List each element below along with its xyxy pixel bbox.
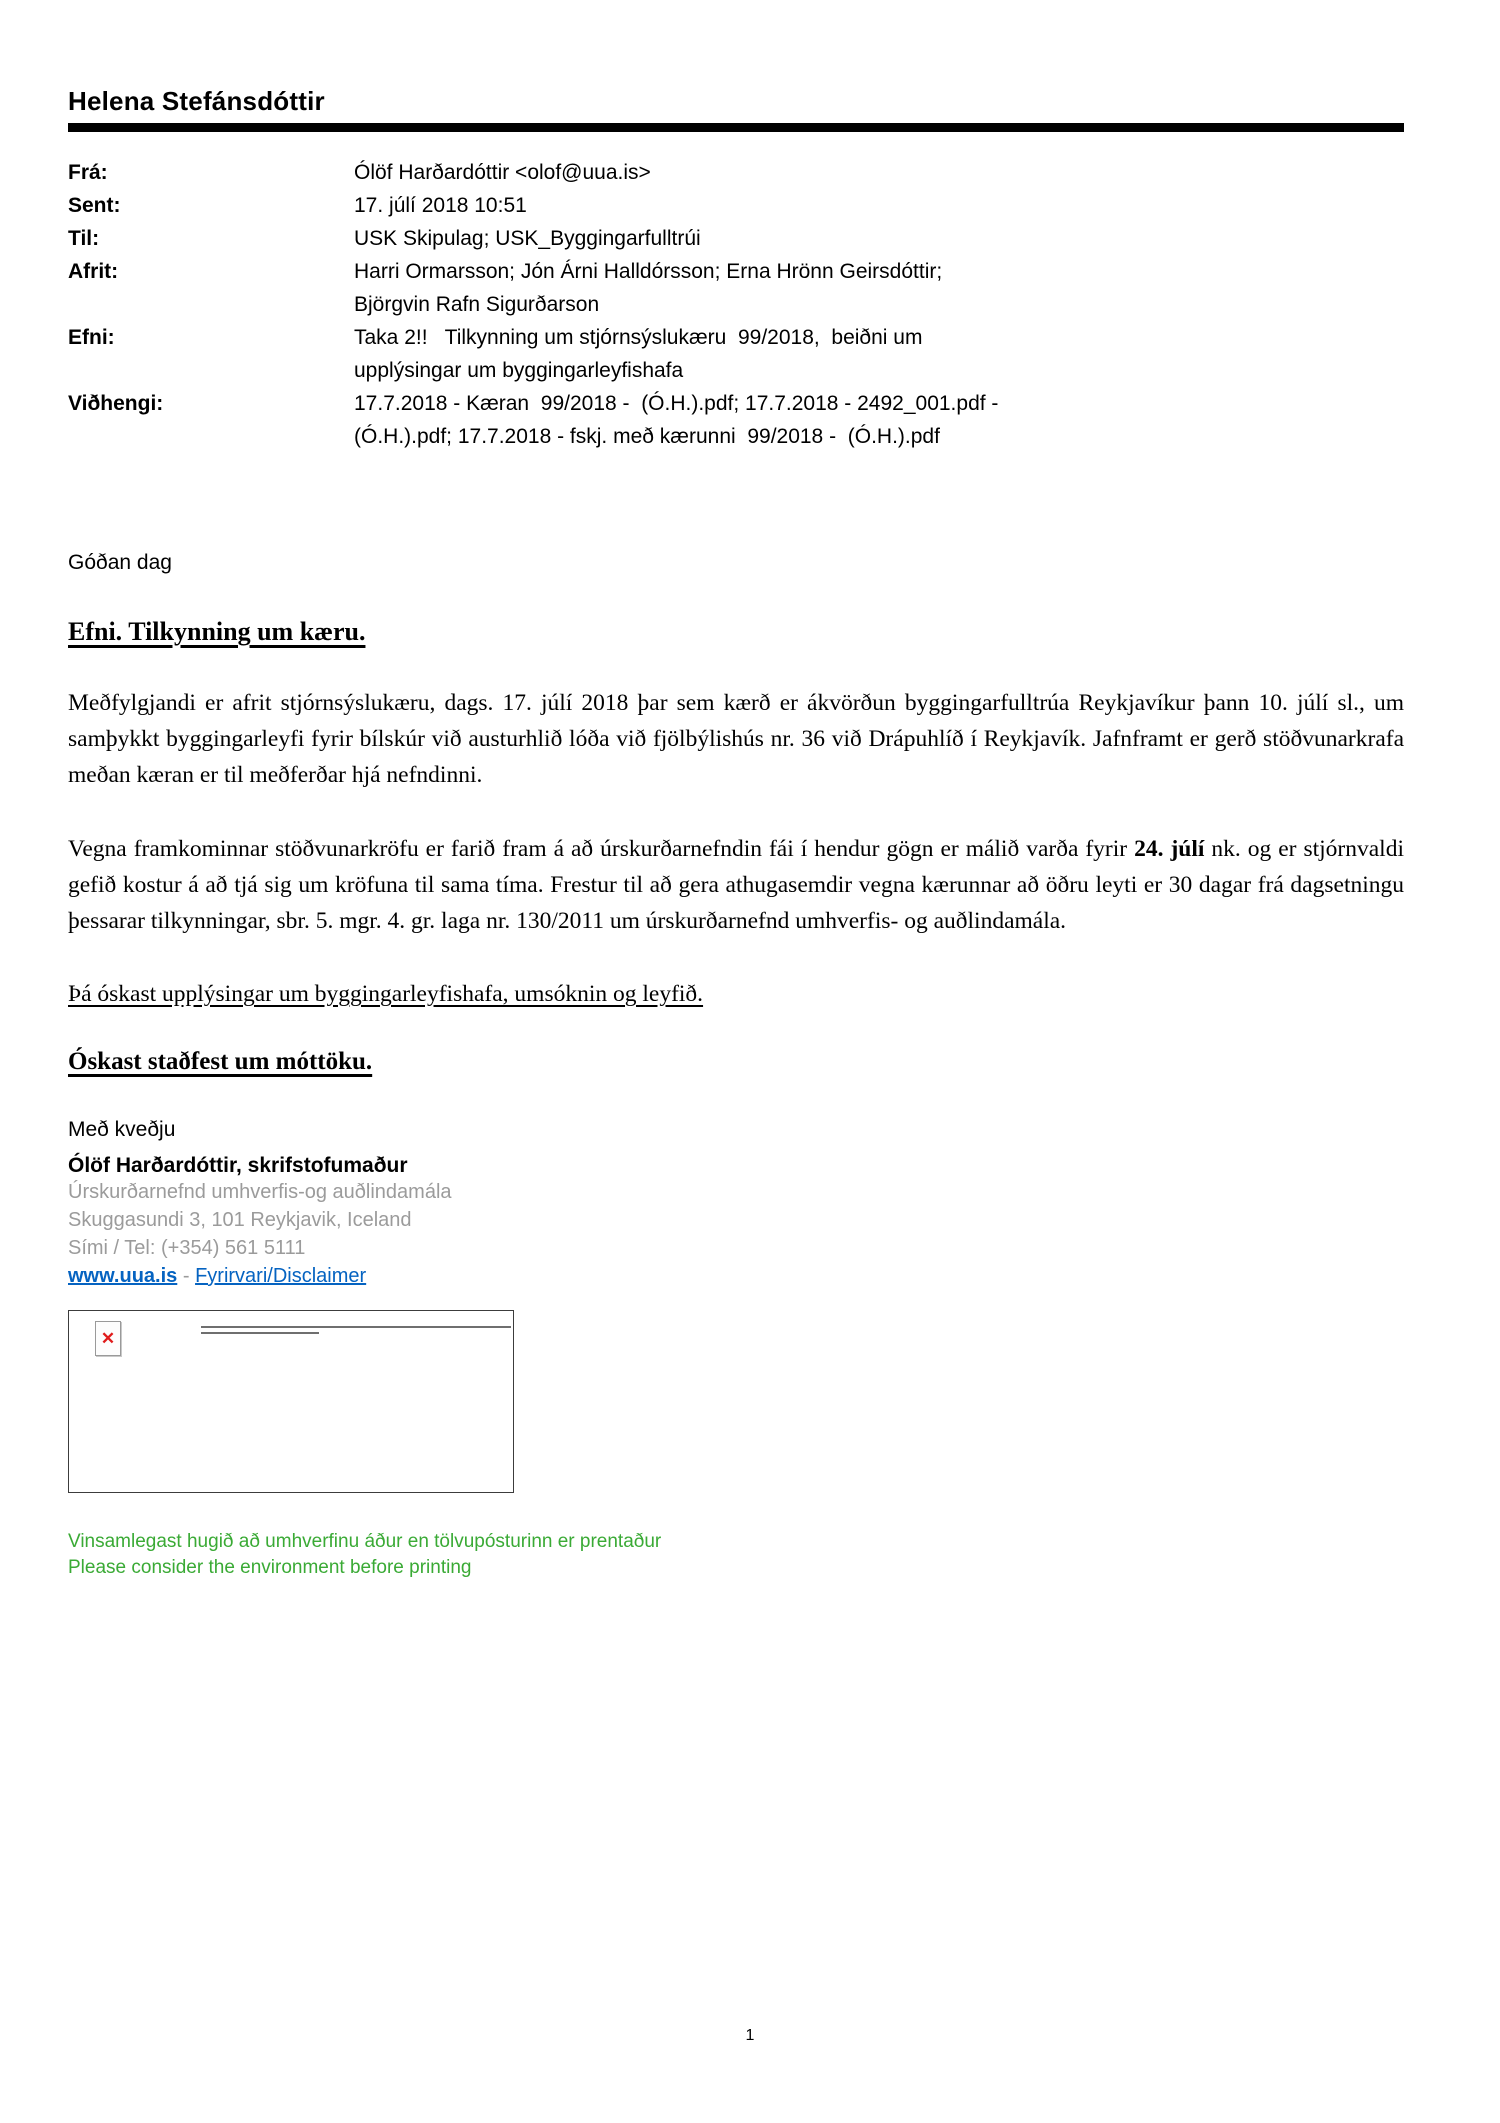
signature-links-row [68,1262,1404,1290]
website-link[interactable]: www.uua.is [68,1265,178,1287]
illegible-fine-print-line [201,1326,511,1328]
environment-note-icelandic: Vinsamlegast hugið að umhverfinu áður en tölvupósturinn er prentaður [68,1531,662,1552]
signature-address: Skuggasundi 3, 101 Reykjavik, Iceland [68,1209,412,1231]
signature-organization: Úrskurðarnefnd umhverfis-og auðlindamála [68,1181,452,1203]
embedded-image-frame [68,1310,514,1493]
header-divider-rule [68,123,1404,132]
to-label: Til: [68,227,100,250]
field-row-from [68,156,1404,189]
field-row-sent [68,189,1404,222]
paragraph-2-deadline-bold: 24. júlí [1134,836,1205,862]
subject-value: Taka 2!! Tilkynning um stjórnsýslukæru 99/2018, beiðni um upplýsingar um byggingarleyfishafa [354,326,929,382]
environment-note [68,1529,1404,1581]
body-paragraph-2 [68,831,1404,939]
sent-label: Sent: [68,194,121,217]
from-value: Ólöf Harðardóttir <olof@uua.is> [354,161,651,184]
disclaimer-link[interactable]: Fyrirvari/Disclaimer [195,1265,367,1287]
attachments-label: Viðhengi: [68,392,164,415]
information-request-line: Þá óskast upplýsingar um byggingarleyfishafa, umsóknin og leyfið. [68,981,704,1007]
subject-label: Efni: [68,326,115,349]
environment-note-english: Please consider the environment before printing [68,1557,472,1578]
broken-image-placeholder-text [201,1326,511,1338]
paragraph-2-pre: Vegna framkominnar stöðvunarkröfu er farið fram á að úrskurðarnefndin fái í hendur gögn er málið varða fyrir [68,836,1135,862]
attachments-value: 17.7.2018 - Kæran 99/2018 - (Ó.H.).pdf; 17.7.2018 - 2492_001.pdf - (Ó.H.).pdf; 17.7.2018 - fskj. með kærunni 99/2018 - (Ó.H.).pdf [354,392,1011,448]
cc-value: Harri Ormarsson; Jón Árni Halldórsson; Erna Hrönn Geirsdóttir; Björgvin Rafn Sigurðarson [354,260,949,316]
signature-name-title: Ólöf Harðardóttir, skrifstofumaður [68,1154,408,1177]
paragraph-2-post: nk. og er stjórnvaldi gefið kostur á að tjá sig um kröfuna til sama tíma. Frestur til að gera athugasemdir vegna kærunnar að öðru leyti er 30 dagar frá dagsetningu þessarar tilkynningar, sbr. 5. mgr. 4. gr. laga nr. 130/2011 um úrskurðarnefnd umhverfis- og auðlindamála. [68,836,1404,934]
page-content [68,0,1404,1581]
receipt-confirmation-line: Óskast staðfest um móttöku. [68,1048,373,1075]
field-row-subject [68,321,1404,387]
to-value: USK Skipulag; USK_Byggingarfulltrúi [354,227,701,250]
cc-label: Afrit: [68,260,119,283]
page-number: 1 [745,2027,755,2044]
mailbox-owner-name: Helena Stefánsdóttir [68,86,325,116]
email-header-fields [68,156,1404,453]
illegible-fine-print-line [201,1332,319,1334]
signature-closing: Með kveðju [68,1118,176,1141]
greeting-text: Góðan dag [68,551,172,574]
field-row-to [68,222,1404,255]
signature-phone: Sími / Tel: (+354) 561 5111 [68,1237,306,1259]
from-label: Frá: [68,161,108,184]
field-row-attachments [68,387,1404,453]
broken-image-icon: ✕ [95,1321,121,1356]
sent-value: 17. júlí 2018 10:51 [354,194,527,217]
body-subject-heading: Efni. Tilkynning um kæru. [68,617,366,646]
field-row-cc [68,255,1404,321]
link-separator: - [177,1265,196,1287]
body-paragraph-1: Meðfylgjandi er afrit stjórnsýslukæru, dags. 17. júlí 2018 þar sem kærð er ákvörðun byggingarfulltrúa Reykjavíkur þann 10. júlí sl., um samþykkt byggingarleyfi fyrir bílskúr við austurhlið lóða við fjölbýlishús nr. 36 við Drápuhlíð í Reykjavík. Jafnframt er gerð stöðvunarkrafa meðan kæran er til meðferðar hjá nefndinni. [68,690,1404,788]
